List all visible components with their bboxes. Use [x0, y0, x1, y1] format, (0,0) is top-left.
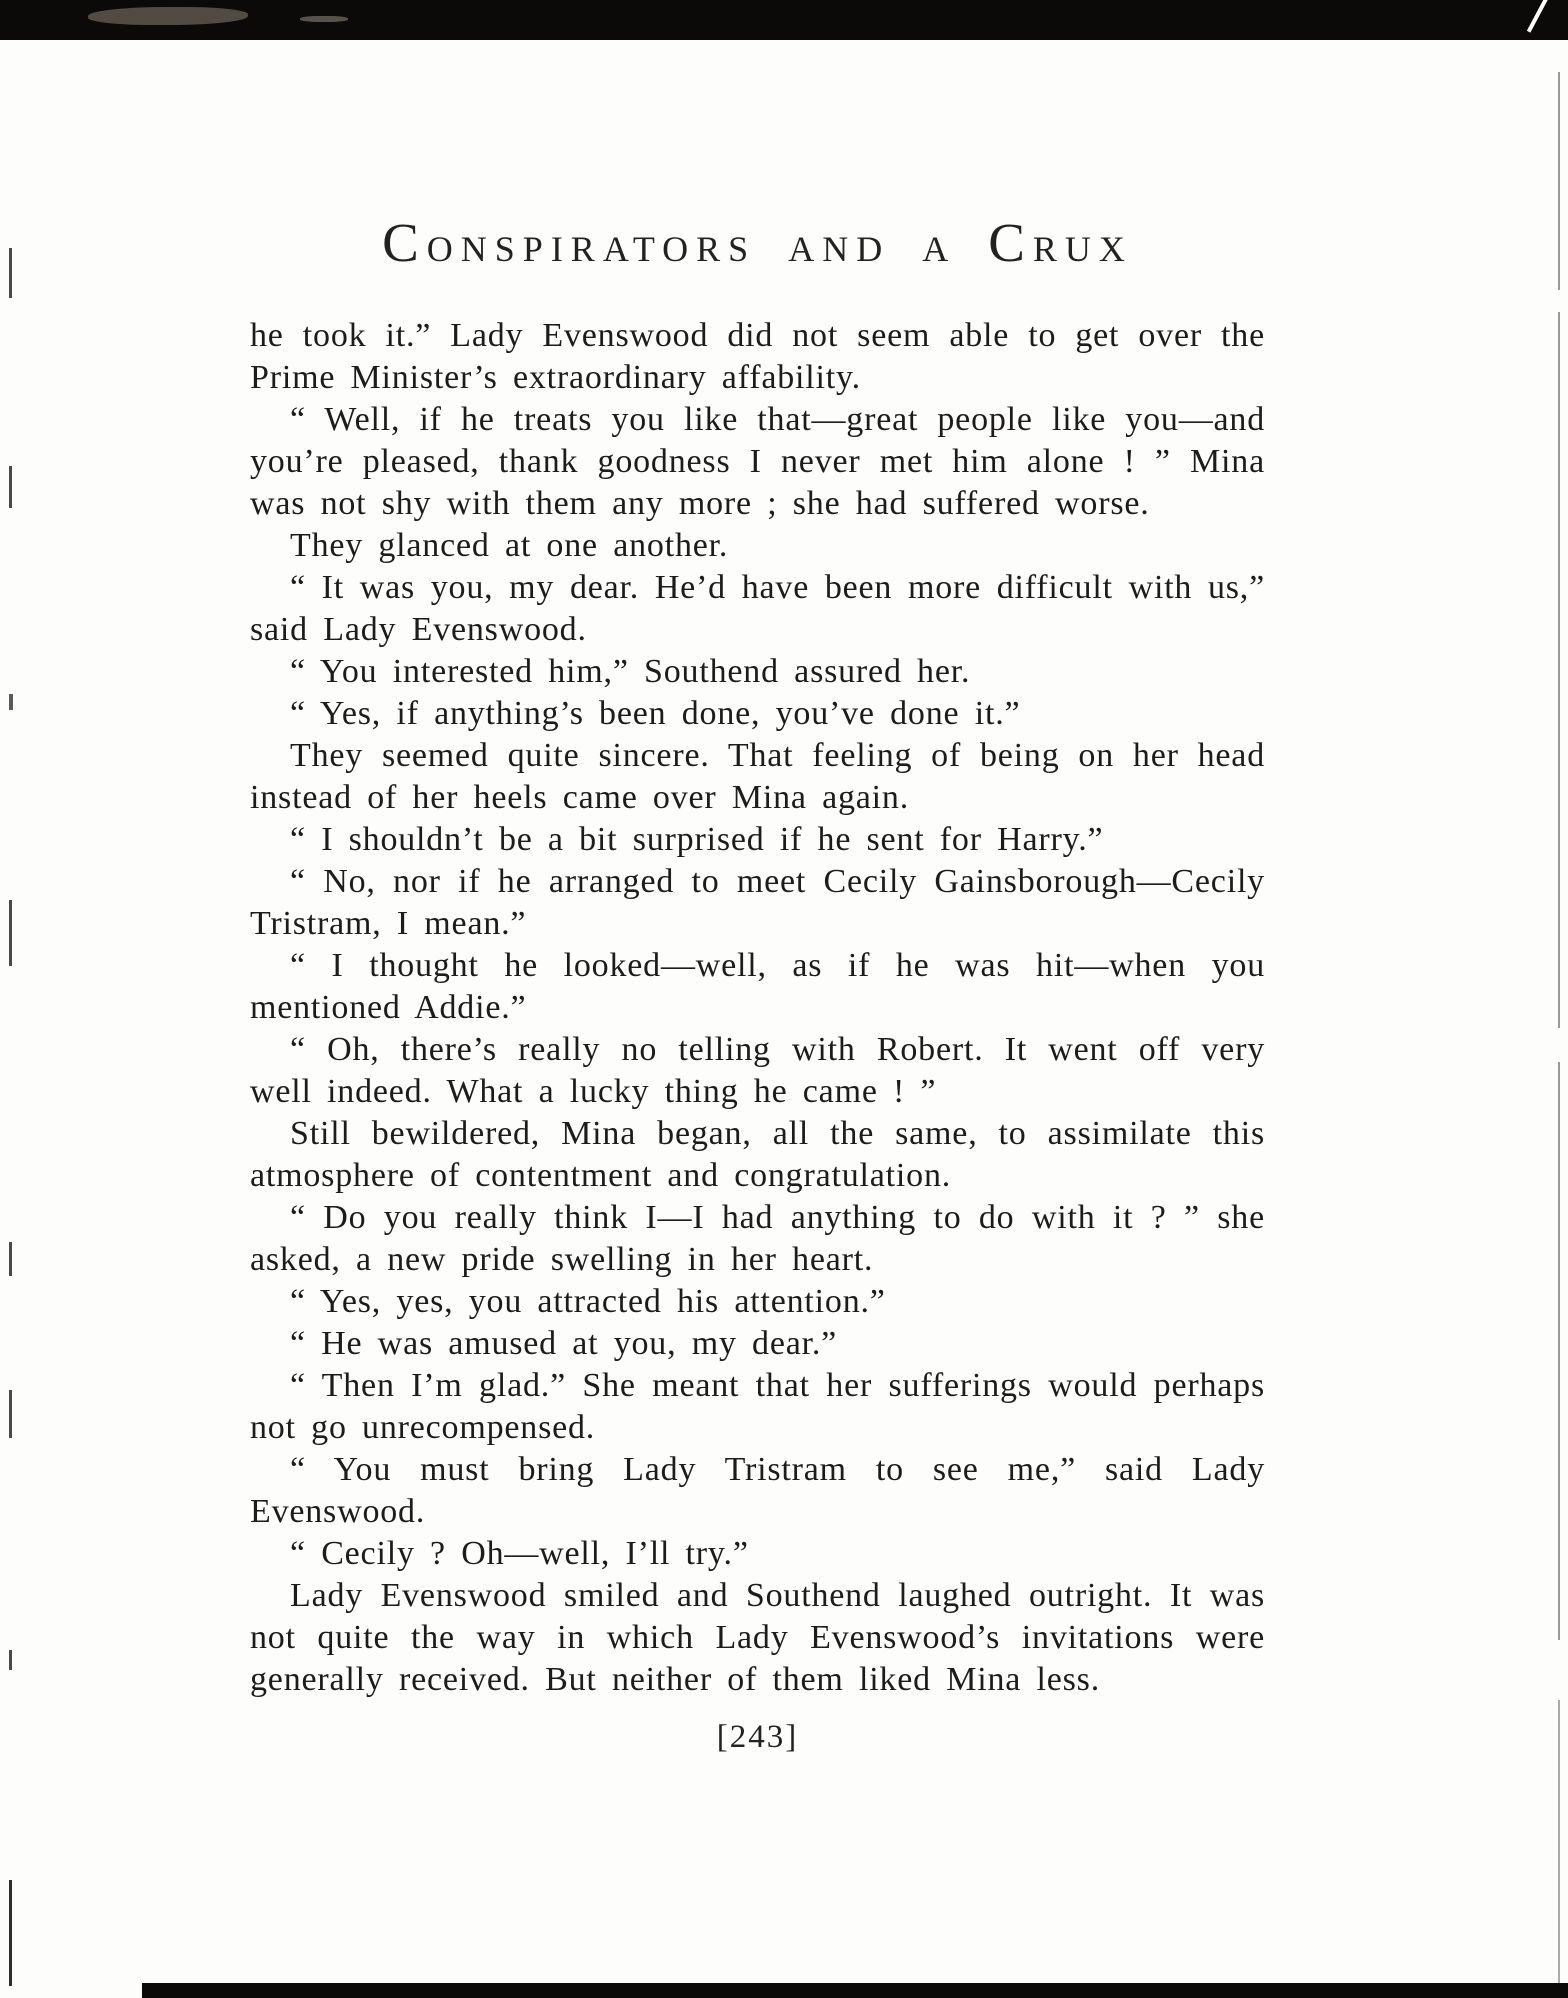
- page-number: [243]: [716, 1719, 799, 1755]
- header-word-rest: AND: [788, 229, 891, 269]
- paragraph: They seemed quite sincere. That feeling of being on her head instead of her heels came over Mina again.: [250, 737, 1265, 816]
- scan-artifact: [9, 1650, 12, 1670]
- paragraph: “ No, nor if he arranged to meet Cecily Gainsborough—Cecily Tristram, I mean.”: [250, 863, 1265, 942]
- scan-artifact: [9, 248, 12, 298]
- paragraph: They glanced at one another.: [290, 527, 729, 564]
- header-word: [382, 212, 757, 273]
- body-text: [250, 315, 1265, 1701]
- paragraph: “ Then I’m glad.” She meant that her sufferings would perhaps not go unrecompensed.: [250, 1367, 1265, 1446]
- header-initial: C: [382, 212, 427, 273]
- scan-artifact: [9, 1242, 12, 1276]
- paragraph: “ You interested him,” Southend assured her.: [290, 653, 971, 690]
- scan-artifact: [9, 900, 12, 966]
- header-word-rest: RUX: [1032, 229, 1133, 269]
- scan-artifact: [9, 466, 12, 508]
- scan-artifact: [9, 1880, 12, 1986]
- scan-artifact: [9, 694, 13, 710]
- scan-artifact: [1558, 1062, 1560, 1640]
- paragraph: “ Well, if he treats you like that—great people like you—and you’re pleased, thank goodness I never met him alone ! ” Mina was not shy with them any more ; she had suffered worse.: [250, 401, 1265, 522]
- paragraph: “ Yes, yes, you attracted his attention.”: [290, 1283, 886, 1320]
- paragraph: “ You must bring Lady Tristram to see me,” said Lady Evenswood.: [250, 1451, 1265, 1530]
- header-word: [788, 229, 891, 269]
- paragraph: “ Cecily ? Oh—well, I’ll try.”: [290, 1535, 749, 1572]
- header-word: [988, 212, 1133, 273]
- scan-bottom-bar: [142, 1983, 1568, 1998]
- scan-artifact: [1527, 0, 1549, 33]
- scan-artifact: [88, 7, 248, 25]
- paragraph: “ He was amused at you, my dear.”: [290, 1325, 838, 1362]
- paragraph: “ It was you, my dear. He’d have been more difficult with us,” said Lady Evenswood.: [250, 569, 1265, 648]
- page-content: [250, 212, 1265, 1756]
- scan-artifact: [1558, 312, 1560, 1028]
- paragraph: “ Do you really think I—I had anything to do with it ? ” she asked, a new pride swelling in her heart.: [250, 1199, 1265, 1278]
- paragraph: “ I shouldn’t be a bit surprised if he sent for Harry.”: [290, 821, 1104, 858]
- header-word-rest: ONSPIRATORS: [426, 229, 757, 269]
- scan-top-bar: [0, 0, 1568, 40]
- header-initial: C: [988, 212, 1033, 273]
- paragraph: “ I thought he looked—well, as if he was hit—when you mentioned Addie.”: [250, 947, 1265, 1026]
- running-header: [250, 212, 1265, 281]
- header-word: [922, 229, 957, 269]
- paragraph: Still bewildered, Mina began, all the same, to assimilate this atmosphere of contentment and congratulation.: [250, 1115, 1265, 1194]
- scan-artifact: [9, 1390, 12, 1438]
- paragraph: “ Yes, if anything’s been done, you’ve done it.”: [290, 695, 1021, 732]
- scan-artifact: [300, 16, 348, 22]
- scan-artifact: [1558, 72, 1560, 290]
- header-word-rest: A: [922, 229, 957, 269]
- scan-artifact: [1558, 1700, 1560, 1984]
- paragraph: he took it.” Lady Evenswood did not seem able to get over the Prime Minister’s extraordinary affability.: [250, 317, 1265, 396]
- paragraph: Lady Evenswood smiled and Southend laughed outright. It was not quite the way in which Lady Evenswood’s invitations were generally received. But neither of them liked Mina less.: [250, 1577, 1265, 1698]
- paragraph: “ Oh, there’s really no telling with Robert. It went off very well indeed. What a lucky thing he came ! ”: [250, 1031, 1265, 1110]
